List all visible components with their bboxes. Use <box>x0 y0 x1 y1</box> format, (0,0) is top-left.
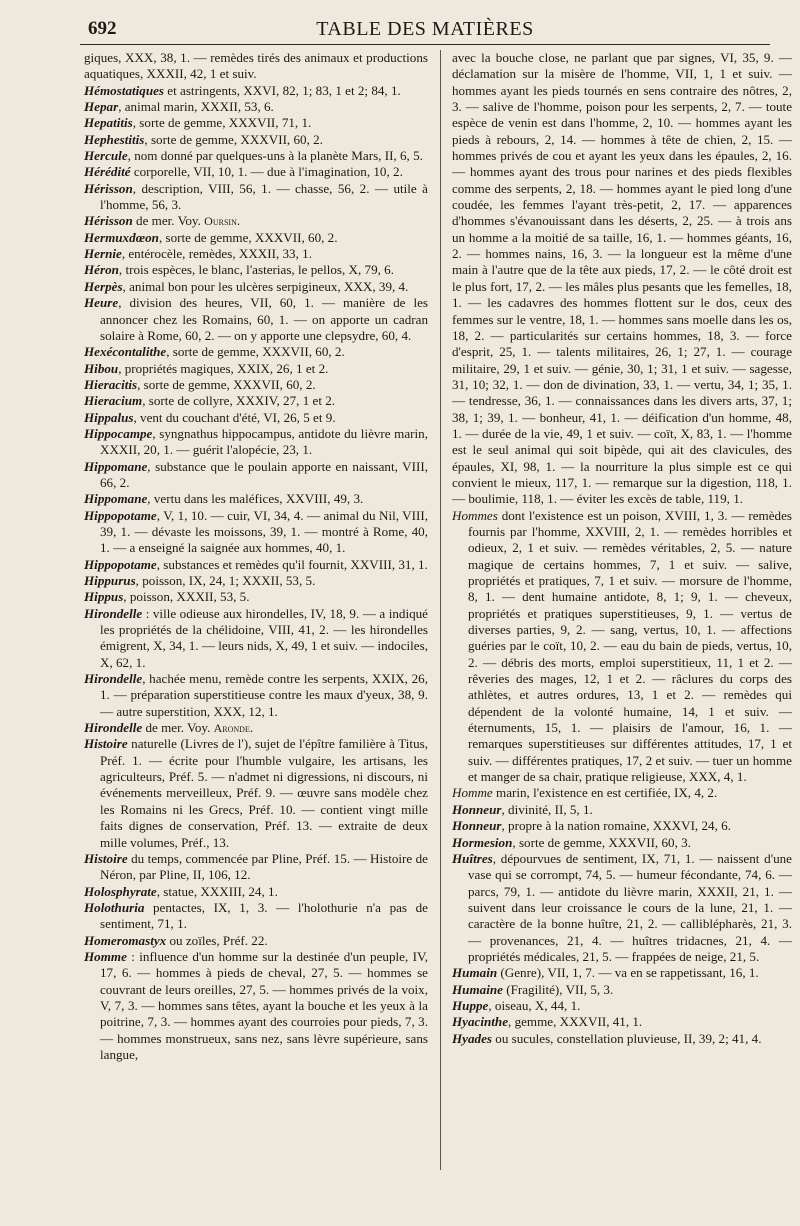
entry-text: , propre à la nation romaine, XXXVI, 24, 6. <box>501 818 731 834</box>
entry-term: Hippomane <box>84 491 148 507</box>
entry-text: , divinité, II, 5, 1. <box>501 801 593 817</box>
entry-text: de mer. Voy. <box>132 213 205 229</box>
index-entry <box>84 99 428 115</box>
entry-term: Hyacinthe <box>452 1014 509 1030</box>
entry-text: naturelle (Livres de l'), sujet de l'épître familière à Titus, Préf. 1. — écrite pour l'humble vulgaire, les artisans, les agriculteurs, Préf. 5. — n'admet ni digressions, ni discours, ni événements merveilleux, Préf. 9. — œuvre sans modèle chez les Romains ni les Grecs, Préf. 10. — contient vingt mille faits dignes de conservation, Préf. 13. — extraite de deux mille volumes, Préf., 13. <box>100 736 428 850</box>
entry-text: , sorte de gemme, XXXVII, 60, 3. <box>512 834 691 850</box>
index-entry <box>452 818 792 834</box>
index-entry <box>452 508 792 786</box>
entry-term: Hérisson <box>84 213 133 229</box>
entry-text: marin, l'existence en est certifiée, IX, 4, 2. <box>492 785 718 801</box>
index-entry <box>452 965 792 981</box>
entry-text: ou sucules, constellation pluvieuse, II, 39, 2; 41, 4. <box>492 1030 762 1046</box>
column-divider <box>440 50 441 1170</box>
entry-text: , substance que le poulain apporte en naissant, VIII, 66, 2. <box>100 458 428 490</box>
index-entry <box>84 933 428 949</box>
entry-text: , oiseau, X, 44, 1. <box>488 997 581 1013</box>
entry-text: , trois espèces, le blanc, l'asterias, le pellos, X, 79, 6. <box>118 262 394 278</box>
entry-text: , vertu dans les maléfices, XXVIII, 49, 3. <box>147 491 364 507</box>
page-header <box>80 14 770 45</box>
index-entry <box>84 344 428 360</box>
entry-text: et astringents, XXVI, 82, 1; 83, 1 et 2; 84, 1. <box>164 82 401 98</box>
entry-text: , dépourvues de sentiment, IX, 71, 1. — naissent d'une vase qui se corrompt, 74, 5. — humeur fécondante, 74, 6. — parcs, 79, 1. — antidote du lièvre marin, XXXII, 21, 1. — suivent dans leur croissance le cours de la lune, 21, 1. — caractère de la bonne huître, 21, 2. — calliblépharès, 21, 3. — provenances, 21, 4. — huîtres tridacnes, 21, 4. — propriétés médicales, 21, 5. — frappées de neige, 21, 5. <box>468 850 792 964</box>
entry-term: Hormesion <box>452 834 513 850</box>
index-entry <box>84 573 428 589</box>
entry-term: Hippus <box>84 589 124 605</box>
index-entry <box>452 802 792 818</box>
entry-term: Hippopotame <box>84 556 157 572</box>
index-entry <box>452 785 792 801</box>
right-column <box>452 50 792 1180</box>
entry-term: Homme <box>452 785 493 801</box>
index-entry <box>84 589 428 605</box>
index-entry <box>84 50 428 83</box>
entry-text: , V, 1, 10. — cuir, VI, 34, 4. — animal du Nil, VIII, 39, 1. — dévaste les moissons, 39, 1. — montré à Rome, 40, 1. — a enseigné la saignée aux hommes, 40, 1. <box>100 507 428 556</box>
entry-text: , poisson, XXXII, 53, 5. <box>123 589 250 605</box>
entry-text: , description, VIII, 56, 1. — chasse, 56, 2. — utile à l'homme, 56, 3. <box>100 180 428 213</box>
entry-term: Hibou <box>84 360 119 376</box>
index-entry <box>84 410 428 426</box>
entry-text: , vent du couchant d'été, VI, 26, 5 et 9. <box>133 409 336 425</box>
index-entry <box>452 1014 792 1030</box>
index-entry <box>84 393 428 409</box>
entry-text: , substances et remèdes qu'il fournit, XXVIII, 31, 1. <box>156 556 428 572</box>
entry-term: Hernie <box>84 246 122 262</box>
running-title: TABLE DES MATIÈRES <box>316 18 534 40</box>
index-entry <box>84 884 428 900</box>
entry-term: Hermuxdœon <box>84 229 159 245</box>
entry-term: Hephestitis <box>84 131 145 147</box>
index-entry <box>84 262 428 278</box>
index-entry <box>84 426 428 459</box>
entry-text: corporelle, VII, 10, 1. — due à l'imagination, 10, 2. <box>130 164 403 180</box>
entry-term: Humain <box>452 965 498 981</box>
entry-text: , nom donné par quelques-uns à la planète Mars, II, 6, 5. <box>127 148 423 164</box>
entry-term: Hieracitis <box>84 376 138 392</box>
entry-term: Hepar <box>84 99 119 115</box>
entry-text: ou zoïles, Préf. 22. <box>166 932 268 948</box>
entry-text: du temps, commencée par Pline, Préf. 15. — Histoire de Néron, par Pline, II, 106, 12. <box>100 850 428 883</box>
index-entry <box>84 736 428 850</box>
index-entry <box>84 83 428 99</box>
index-entry <box>84 115 428 131</box>
entry-term: Honneur <box>452 801 502 817</box>
entry-term: Hippopotame <box>84 507 157 523</box>
index-entry <box>452 982 792 998</box>
entry-term: Huîtres <box>452 850 493 866</box>
entry-term: Hirondelle <box>84 605 143 621</box>
entry-term: Hérédité <box>84 164 131 180</box>
entry-term: Homeromastyx <box>84 932 167 948</box>
entry-text: pentactes, IX, 1, 3. — l'holothurie n'a pas de sentiment, 71, 1. <box>100 899 428 932</box>
entry-text: , sorte de gemme, XXXVII, 60, 2. <box>137 376 316 392</box>
index-entry <box>84 361 428 377</box>
entry-text: : ville odieuse aux hirondelles, IV, 18, 9. — a indiqué les propriétés de la chélidoine, VIII, 41, 2. — les hirondelles émigrent, X, 34, 1. — leurs nids, X, 49, 1 et suiv. — indociles, X, 62, 1. <box>100 605 428 670</box>
entry-term: Hieracium <box>84 393 143 409</box>
entry-text: , animal bon pour les ulcères serpigineux, XXX, 39, 4. <box>122 278 409 294</box>
entry-text: (Genre), VII, 1, 7. — va en se rappetissant, 16, 1. <box>497 965 759 981</box>
entry-term: Histoire <box>84 736 128 752</box>
page-number: 692 <box>88 18 117 39</box>
entry-term: Heure <box>84 295 119 311</box>
entry-text: , hachée menu, remède contre les serpents, XXIX, 26, 1. — préparation superstitieuse contre les maux d'yeux, 38, 9. — autre superstition, XXX, 12, 1. <box>100 671 428 719</box>
entry-term: Honneur <box>452 818 502 834</box>
entry-text: (Fragilité), VII, 5, 3. <box>502 981 614 997</box>
entry-text: , sorte de gemme, XXXVII, 71, 1. <box>132 115 312 131</box>
index-entry <box>84 295 428 344</box>
entry-term: Holothuria <box>84 899 145 915</box>
entry-text: , sorte de collyre, XXXIV, 27, 1 et 2. <box>142 393 336 409</box>
entry-term: Histoire <box>84 850 128 866</box>
entry-tail: . <box>249 720 254 736</box>
entry-text: , sorte de gemme, XXXVII, 60, 2. <box>166 344 345 360</box>
entry-text: , division des heures, VII, 60, 1. — manière de les annoncer chez les Romains, 60, 1. — on apporte un cadran solaire à Rome, 60, 2. — on y apporte une clepsydre, 60, 4. <box>100 295 428 343</box>
index-entry <box>84 851 428 884</box>
index-entry <box>84 491 428 507</box>
entry-text: , sorte de gemme, XXXVII, 60, 2. <box>144 131 323 147</box>
index-entry <box>84 508 428 557</box>
index-entry <box>84 459 428 492</box>
left-column <box>84 50 428 1180</box>
index-entry <box>452 1031 792 1047</box>
entry-term: Hémostatiques <box>84 82 165 98</box>
entry-term: Hexécontalithe <box>84 344 167 360</box>
entry-term: Hommes <box>452 507 498 523</box>
entry-term: Hippalus <box>84 409 134 425</box>
entry-term: Hercule <box>84 148 128 164</box>
entry-term: Homme <box>84 948 127 964</box>
entry-term: Hippomane <box>84 458 148 474</box>
entry-term: Hippocampe <box>84 425 153 441</box>
index-entry <box>84 949 428 1063</box>
index-entry <box>452 851 792 965</box>
index-entry <box>84 132 428 148</box>
index-entry <box>84 164 428 180</box>
entry-term: Humaine <box>452 981 503 997</box>
entry-text: , animal marin, XXXII, 53, 6. <box>118 99 274 115</box>
index-entry <box>84 557 428 573</box>
entry-term: Hyades <box>452 1030 492 1046</box>
entry-text: , statue, XXXIII, 24, 1. <box>156 883 278 899</box>
index-entry <box>84 181 428 214</box>
entry-text: dont l'existence est un poison, XVIII, 1, 3. — remèdes fournis par l'homme, XXVIII, 2, 1. — remèdes horribles et odieux, 2, 1 et suiv. — remèdes véritables, 2, 5. — nature magique de certains hommes, 7, 1 et suiv. — salive, propriétés et pratiques, 7, 1 et suiv. — morsure de l'homme, 8, 1. — dent humaine antidote, 8, 1; 9, 1. — cheveux, propriétés et pratiques superstitieuses, 9, 1. — vertus de diverses parties, 9, 2. — sang, vertus, 10, 1. — affections guéries par le coït, 10, 2. — eau du bain de pieds, vertus, 10, 2. — débris des morts, emploi superstitieux, 11, 1 et 2. — rêveries des mages, 12, 1 et 2. — râclures du corps des athlètes, et autres ordures, 13, 1 et 2. — remèdes qui dépendent de la volonté humaine, 14, 1 et suiv. — éternuments, 15, 1. — plaisirs de l'amour, 16, 1. — remarques superstitieuses sur différentes attitudes, 17, 1 et suiv. — différentes pratiques, 17, 2 et suiv. — tuer un homme et manger de sa chair, pratique religieuse, XXX, 4, 1. <box>468 507 792 785</box>
index-entry <box>452 998 792 1014</box>
index-entry <box>84 606 428 671</box>
index-entry <box>84 671 428 720</box>
index-entry <box>84 900 428 933</box>
entry-term: Héron <box>84 262 119 278</box>
entry-term: Holosphyrate <box>84 883 157 899</box>
entry-text: : influence d'un homme sur la destinée d'un peuple, IV, 17, 6. — hommes à pieds de cheval, 27, 5. — hommes se couvrant de leurs oreilles, 27, 5. — hommes privés de la voix, V, 7, 3. — hommes sans têtes, ayant la bouche et les yeux à la poitrine, 7, 3. — hommes ayant des courroies pour pieds, 7, 3. — hommes monstrueux, sans nez, sans lèvre supérieure, sans langue, <box>100 948 428 1062</box>
entry-text: , entérocèle, remèdes, XXXII, 33, 1. <box>121 246 312 262</box>
index-entry <box>84 246 428 262</box>
entry-term: Hérisson <box>84 180 133 196</box>
index-entry <box>84 213 428 229</box>
entry-text: , propriétés magiques, XXIX, 26, 1 et 2. <box>118 360 329 376</box>
index-entry <box>84 148 428 164</box>
entry-tail: . <box>236 213 241 229</box>
entry-term: Hippurus <box>84 573 136 588</box>
entry-term: Hepatitis <box>84 115 133 131</box>
index-entry <box>84 230 428 246</box>
cross-reference: Oursin <box>204 214 237 229</box>
entry-term: Hirondelle <box>84 671 143 687</box>
entry-text: , syngnathus hippocampus, antidote du lièvre marin, XXXII, 20, 1. — guérit l'alopécie, 23, 1. <box>100 425 428 458</box>
entry-term: Herpès <box>84 278 123 294</box>
entry-text: giques, XXX, 38, 1. — remèdes tirés des animaux et productions aquatiques, XXXII, 42, 1 et suiv. <box>84 50 428 82</box>
entry-text: , gemme, XXXVII, 41, 1. <box>508 1014 643 1030</box>
entry-term: Hirondelle <box>84 720 143 736</box>
entry-text: , sorte de gemme, XXXVII, 60, 2. <box>158 229 338 245</box>
index-entry <box>452 50 792 508</box>
entry-text: de mer. Voy. <box>142 720 214 736</box>
index-entry <box>84 279 428 295</box>
entry-term: Huppe <box>452 997 489 1013</box>
index-entry <box>452 835 792 851</box>
entry-text: , poisson, IX, 24, 1; XXXII, 53, 5. <box>135 573 316 588</box>
index-entry <box>84 377 428 393</box>
entry-text: avec la bouche close, ne parlant que par signes, VI, 35, 9. — déclamation sur la misère de l'homme, VII, 1, 1 et suiv. — hommes ayant les pieds tournés en sens contraire des nôtres, 2, 3. — salive de l'homme, poison pour les serpents, 2, 7. — toute espèce de venin est dans l'homme, 2, 10. — hommes ayant les pieds à rebours, 2, 14. — hommes à tête de chien, 2, 15. — hommes privés de cou et ayant les yeux dans les épaules, 2, 16. — hommes ayant des trous pour narines et des pieds flexibles comme des serpents, 2, 18. — hommes ayant le pied long d'une coudée, les femmes l'ayant très-petit, 2, 17. — apparences d'hommes s'évanouissant dans les déserts, 2, 25. — à trois ans un homme a la moitié de sa taille, 16, 1. — hommes géants, 16, 2. — hommes nains, 16, 3. — la longueur est la même d'une main à l'autre que de la tête aux pieds, 17, 2. — le côté droit est le plus fort, 17, 2. — les mâles plus pesants que les femelles, 18, 1. — les cadavres des hommes flottent sur le dos, ceux des femmes sur le ventre, 18, 1. — hommes sans moelle dans les os, 18, 2. — particularités sur certains hommes, 18, 3. — force d'esprit, 25, 1. — talents militaires, 26, 1; 27, 1. — courage militaire, 29, 1 et suiv. — génie, 30, 1; 31, 1 et suiv. — sagesse, 31, 10; 32, 1. — don de divination, 33, 1. — vertu, 34, 1; 35, 1. — tendresse, 36, 1. — connaissances dans les divers arts, 37, 1; 38, 1; 39, 1. — bonheur, 41, 1. — déification d'un homme, 48, 1. — durée de la vie, 49, 1 et suiv. — coït, X, 83, 1. — l'homme est le seul animal qui soit bipède, qui ait des clavicules, des épaules, XI, 98, 1. — la nourriture la plus simple est ce qui convient le mieux, 117, 1. — remarque sur la digestion, 118, 1. — boulimie, 118, 1. — éviter les excès de table, 119, 1. <box>452 50 792 507</box>
index-entry <box>84 720 428 736</box>
cross-reference: Aronde <box>213 721 250 736</box>
